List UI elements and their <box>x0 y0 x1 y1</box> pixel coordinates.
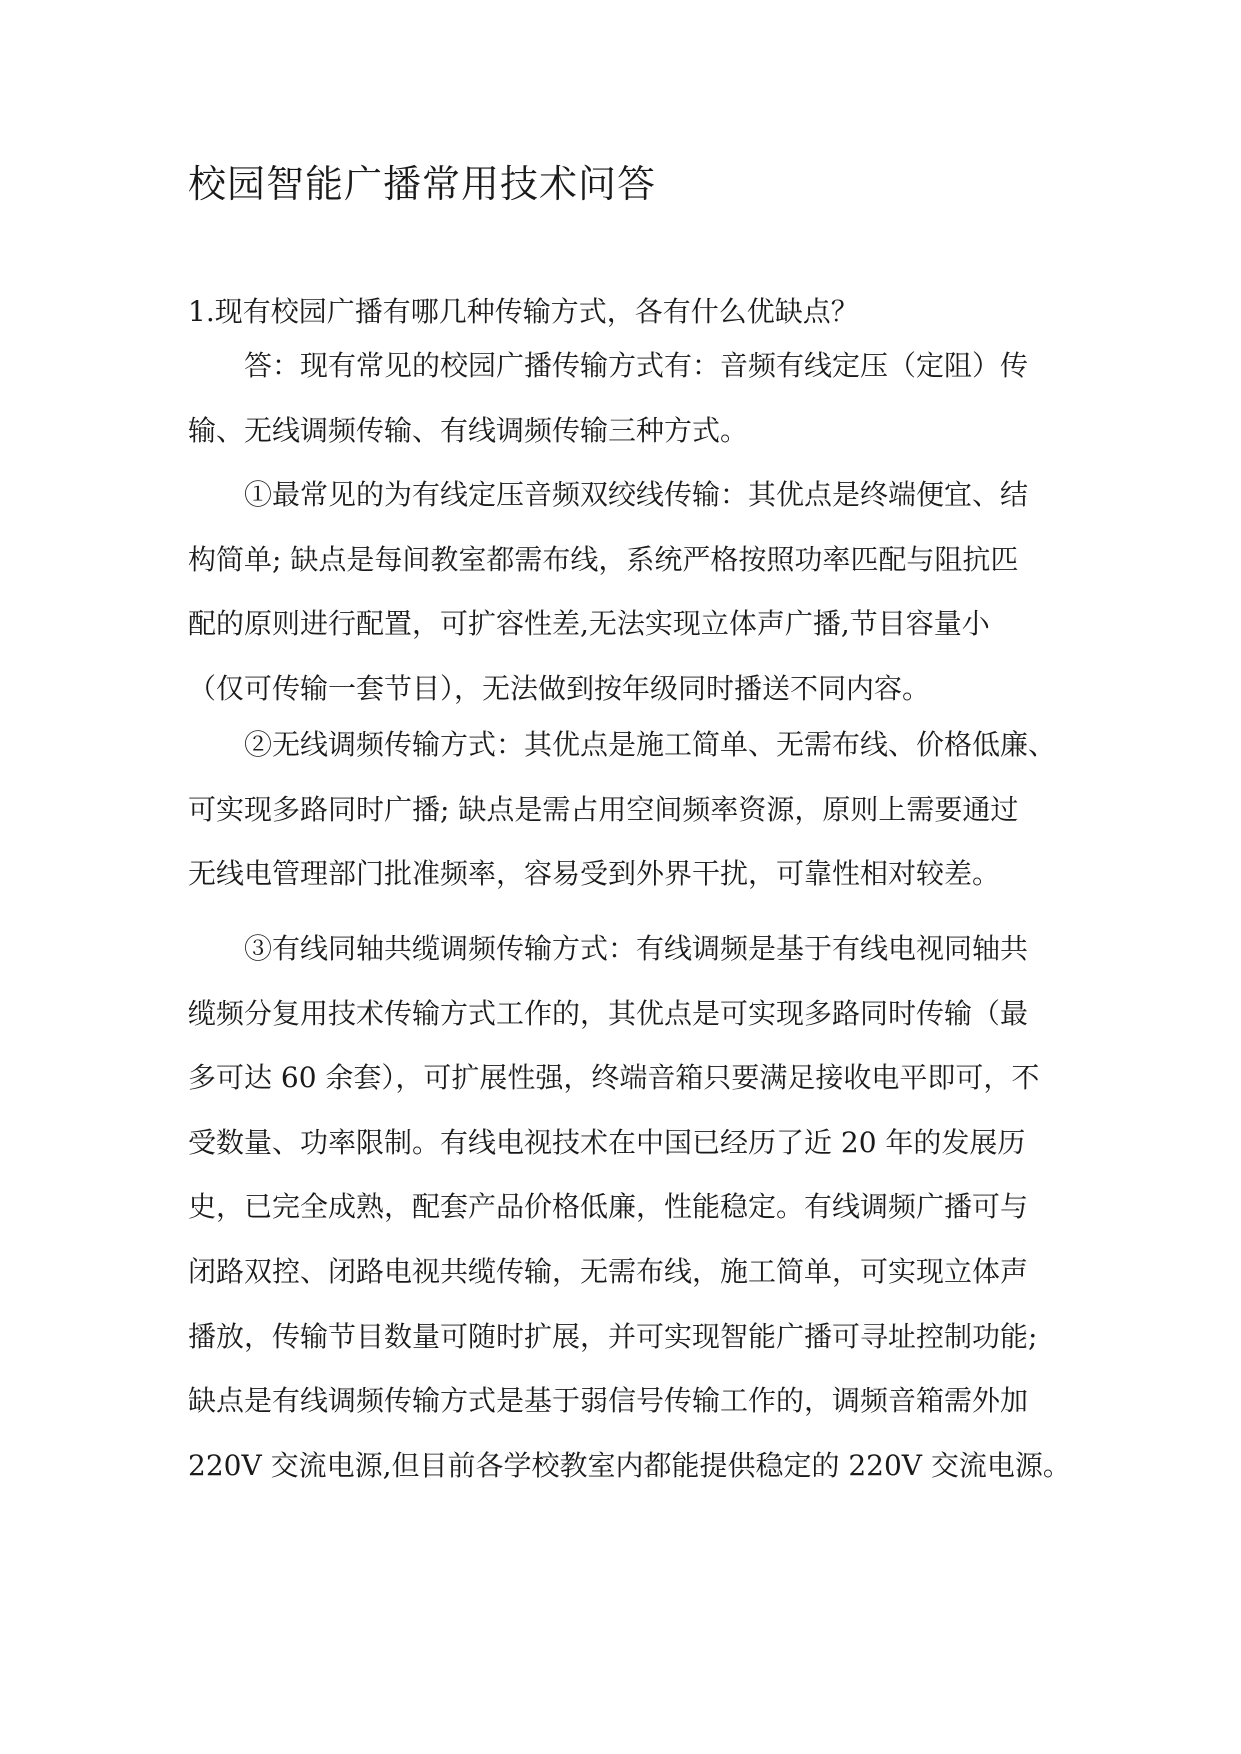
text-line: 多可达 60 余套），可扩展性强，终端音箱只要满足接收电平即可，不 <box>188 1061 1040 1095</box>
text-line: 答：现有常见的校园广播传输方式有：音频有线定压（定阻）传 <box>244 349 1029 382</box>
text-line: 受数量、功率限制。有线电视技术在中国已经历了近 20 年的发展历 <box>188 1125 1026 1159</box>
text-line: 220V 交流电源,但目前各学校教室内都能提供稳定的 220V 交流电源。 <box>188 1448 1071 1482</box>
question-heading: 1.现有校园广播有哪几种传输方式，各有什么优缺点？ <box>188 295 859 328</box>
method-3-paragraph <box>188 917 1071 1498</box>
document-title: 校园智能广播常用技术问答 <box>188 162 657 206</box>
text-line: （仅可传输一套节目），无法做到按年级同时播送不同内容。 <box>188 671 931 705</box>
text-line: 可实现多路同时广播; 缺点是需占用空间频率资源，原则上需要通过 <box>188 792 1019 826</box>
text-line: 缺点是有线调频传输方式是基于弱信号传输工作的，调频音箱需外加 <box>188 1384 1029 1418</box>
text-line: 输、无线调频传输、有线调频传输三种方式。 <box>188 413 749 447</box>
text-line: 无线电管理部门批准频率，容易受到外界干扰，可靠性相对较差。 <box>188 857 1001 891</box>
text-line: 史，已完全成熟，配套产品价格低廉，性能稳定。有线调频广播可与 <box>188 1190 1029 1224</box>
text-line: ①最常见的为有线定压音频双绞线传输：其优点是终端便宜、结 <box>244 478 1029 511</box>
text-line: 构简单; 缺点是每间教室都需布线，系统严格按照功率匹配与阻抗匹 <box>188 542 1019 576</box>
method-2-paragraph <box>188 713 1068 907</box>
text-line: 缆频分复用技术传输方式工作的，其优点是可实现多路同时传输（最 <box>188 996 1029 1030</box>
text-line: ②无线调频传输方式：其优点是施工简单、无需布线、价格低廉、 <box>244 728 1057 761</box>
text-line: 播放，传输节目数量可随时扩展，并可实现智能广播可寻址控制功能; <box>188 1319 1038 1353</box>
text-line: 配的原则进行配置，可扩容性差,无法实现立体声广播,节目容量小 <box>188 607 990 641</box>
text-line: 闭路双控、闭路电视共缆传输，无需布线，施工简单，可实现立体声 <box>188 1254 1029 1288</box>
text-line: ③有线同轴共缆调频传输方式：有线调频是基于有线电视同轴共 <box>244 932 1029 965</box>
answer-intro-paragraph <box>188 334 1068 463</box>
method-1-paragraph <box>188 463 1068 721</box>
